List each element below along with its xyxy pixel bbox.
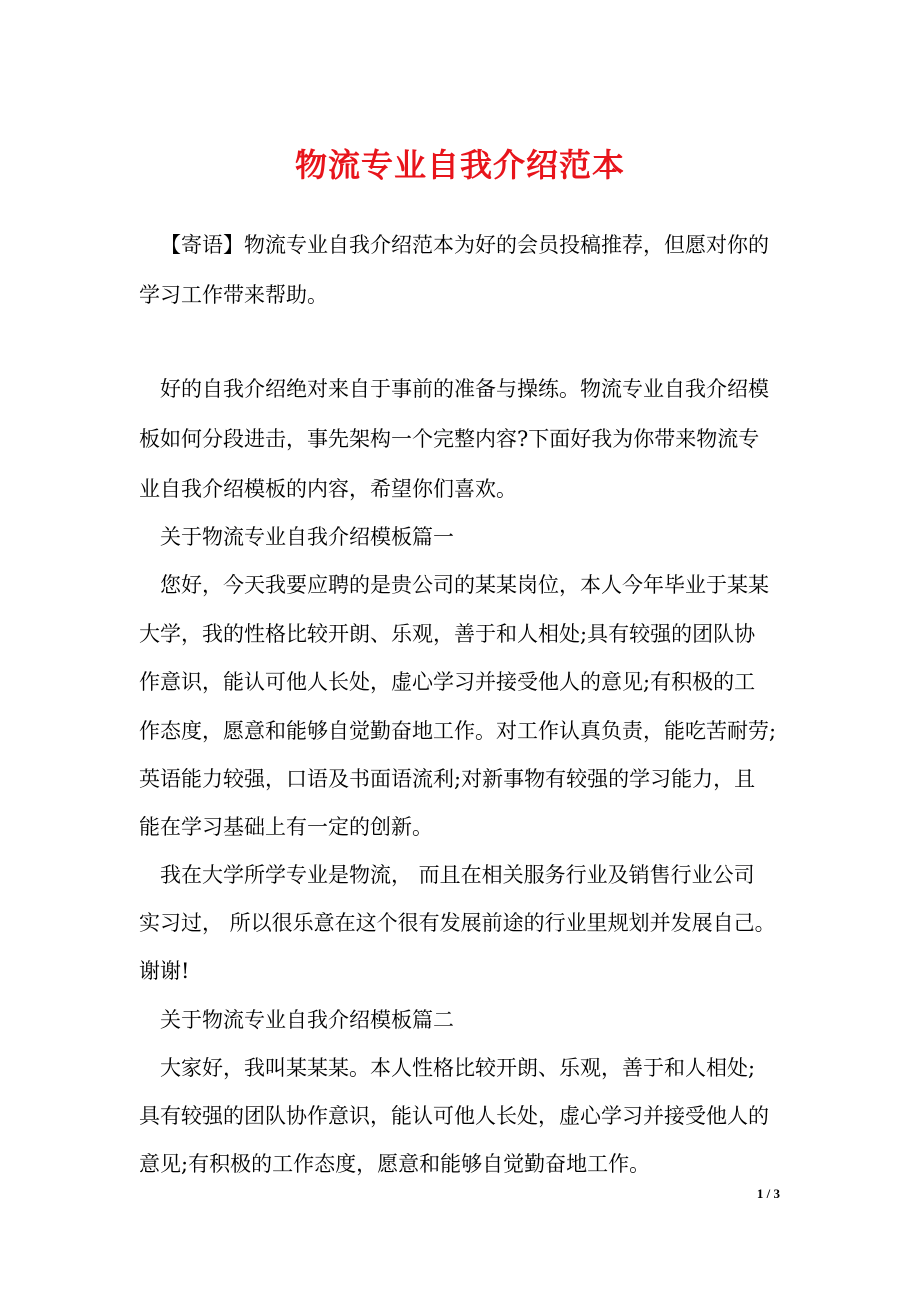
document-title: 物流专业自我介绍范本 [294,146,625,184]
text-line: 大家好，我叫某某某。本人性格比较开朗、乐观，善于和人相处; [160,1056,756,1080]
text-line: 具有较强的团队协作意识，能认可他人长处，虚心学习并接受他人的 [139,1104,769,1128]
text-line: 能在学习基础上有一定的创新。 [139,815,433,839]
text-line: 业自我介绍模板的内容，希望你们喜欢。 [139,477,517,501]
text-line: 谢谢! [139,959,190,983]
text-line: 好的自我介绍绝对来自于事前的准备与操练。物流专业自我介绍模 [160,377,769,401]
section-heading: 关于物流专业自我介绍模板篇一 [160,525,454,549]
page-number: 1 / 3 [756,1186,780,1201]
text-line: 实习过， 所以很乐意在这个很有发展前途的行业里规划并发展自己。 [139,911,776,935]
text-line: 您好，今天我要应聘的是贵公司的某某岗位，本人今年毕业于某某 [160,573,769,597]
text-line: 学习工作带来帮助。 [139,283,328,307]
text-line: 作态度，愿意和能够自觉勤奋地工作。对工作认真负责，能吃苦耐劳; [139,719,777,743]
text-line: 我在大学所学专业是物流， 而且在相关服务行业及销售行业公司 [160,863,755,887]
section-heading: 关于物流专业自我介绍模板篇二 [160,1008,454,1032]
text-line: 意见;有积极的工作态度，愿意和能够自觉勤奋地工作。 [139,1152,651,1176]
text-line: 大学，我的性格比较开朗、乐观，善于和人相处;具有较强的团队协 [139,622,756,646]
text-line: 作意识，能认可他人长处，虚心学习并接受他人的意见;有积极的工 [139,670,756,694]
text-line: 板如何分段进击，事先架构一个完整内容?下面好我为你带来物流专 [139,427,760,451]
text-line: 英语能力较强，口语及书面语流利;对新事物有较强的学习能力，且 [139,767,756,791]
text-line: 【寄语】物流专业自我介绍范本为好的会员投稿推荐，但愿对你的 [160,233,769,257]
